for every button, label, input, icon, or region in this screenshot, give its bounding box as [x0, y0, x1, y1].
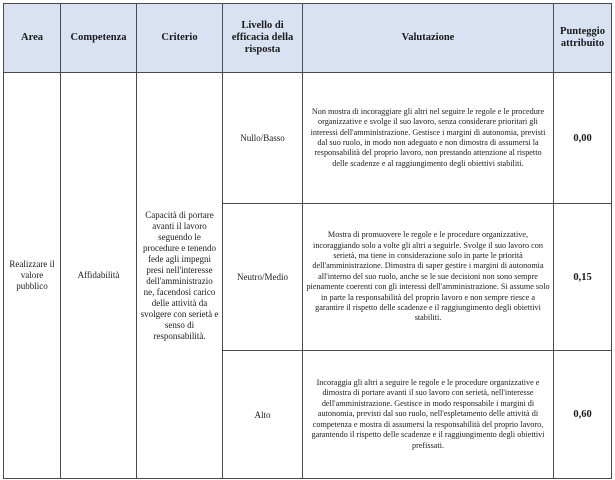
valutazione-cell: Incoraggia gli altri a seguire le regole e le procedure organizzative e dimostra di portare avanti il suo lavoro con serietà, nell'interesse dell'amministrazione. Gestisce in modo responsabile i margini di autonomia, previsti dal suo ruolo, nell'espletamento delle attività di competenza e mostra di assumersi la responsabilità del proprio lavoro, garantendo il rispetto delle scadenze e il raggiungimento degli obiettivi prefissati.: [303, 351, 554, 479]
table-row: [4, 73, 612, 204]
header-area: Area: [4, 4, 61, 73]
evaluation-table: [3, 3, 612, 479]
valutazione-cell: Mostra di promuovere le regole e le procedure organizzative, incoraggiando solo a volte gli altri a seguirle. Svolge il suo lavoro con serietà, ma tiene in considerazione solo in parte le priorità dell'amministrazione. Dimostra di saper gestire i margini di autonomia all'interno del suo ruolo, anche se le sue decisioni non sono sempre pienamente coerenti con gli interessi dell'amministrazione. Si assume solo in parte la responsabilità del proprio lavoro e non sempre riesce a garantire il rispetto delle scadenze e il raggiungimento degli obiettivi stabiliti.: [303, 204, 554, 351]
livello-cell: Neutro/Medio: [223, 204, 303, 351]
criterio-cell: Capacità di portare avanti il lavoro seguendo le procedure e tenendo fede agli impegni presi nell'interesse dell'amministrazio ne, facendosi carico delle attività da svolgere con serietà e senso di responsabilità.: [137, 73, 223, 479]
livello-cell: Alto: [223, 351, 303, 479]
header-valutazione: Valutazione: [303, 4, 554, 73]
valutazione-cell: Non mostra di incoraggiare gli altri nel seguire le regole e le procedure organizzative e svolge il suo lavoro, senza considerare prioritari gli interessi dell'amministrazione. Gestisce i margini di autonomia, previsti dal suo ruolo, in modo non adeguato e non dimostra di assumersi la responsabilità del proprio lavoro, non prestando attenzione al rispetto delle scadenze e al raggiungimento degli obiettivi stabiliti.: [303, 73, 554, 204]
header-criterio: Criterio: [137, 4, 223, 73]
punteggio-cell: 0,15: [554, 204, 612, 351]
header-competenza: Competenza: [61, 4, 137, 73]
header-row: [4, 4, 612, 73]
punteggio-cell: 0,00: [554, 73, 612, 204]
header-punteggio: Punteggio attribuito: [554, 4, 612, 73]
competenza-cell: Affidabilità: [61, 73, 137, 479]
livello-cell: Nullo/Basso: [223, 73, 303, 204]
punteggio-cell: 0,60: [554, 351, 612, 479]
area-cell: Realizzare il valore pubblico: [4, 73, 61, 479]
header-livello: Livello di efficacia della risposta: [223, 4, 303, 73]
